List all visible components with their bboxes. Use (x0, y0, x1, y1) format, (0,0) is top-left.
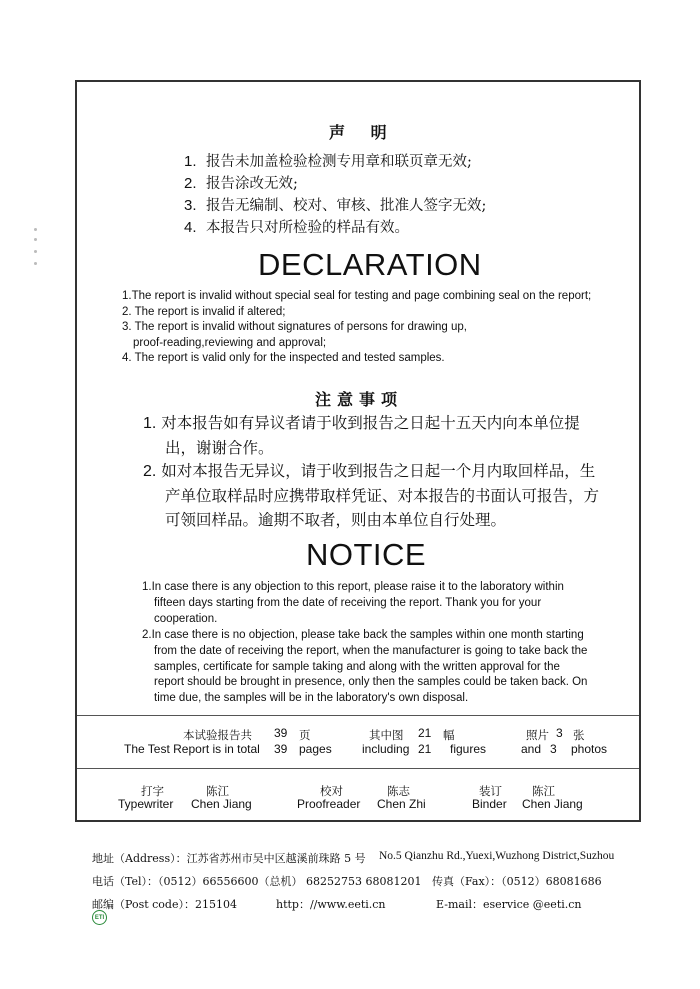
page-count: 39 (274, 726, 288, 740)
declaration-cn-list (184, 151, 486, 239)
proofreader-name-cn: 陈志 (387, 784, 410, 798)
declaration-en-line: 1.The report is invalid without special seal for testing and page combining seal on the report; (122, 290, 592, 302)
document-frame: 声 明 1. 报告未加盖检验检测专用章和联页章无效; 2. 报告涂改无效; 3. 报告无编制、校对、审核、批准人签字无效; 4. 本报告只对所检验的样品有效。 DECLARATION 1.The report is invalid without special seal for testing and page combining seal on the report; 2. The report is invalid if altered; 3. The report is invalid without signatures of persons for drawing up, proof-reading,reviewing and approval; 4. The report is valid only for the inspected and tested samples. 注意事项 1. 对本报告如有异议者请于收到报告之日起十五天内向本单位提 出，谢谢合作。 2. 如对本报告无异议，请于收到报告之日起一个月内取回样品，生 产单位取样品时应携带取样凭证、对本报告的书面认可报告，方 可领回样品。逾期不取者，则由本单位自行处理。 NOTICE 1.In case there is any objection to this report, please raise it to the laboratory within fifteen days starting from the date of receiving the report. Thank you for your cooperation. 2.In case there is no objection, please take back the samples within one month starting from the date of receiving the report, when the manufacturer is going to take back the samples, certificate for sample taking and along with the written approval for the report should be brought in presence, only then the samples could be taken back. On time due, the samples will be in the laboratory's own disposal. 本试验报告共 39 页 其中图 21 幅 照片 3 张 The Test Report is in total 39 pages including 21 figures and 3 photos 打字 陈江 Typewriter Chen Jiang 校对 陈志 Proofreader Chen Zhi 装订 陈江 Binder Chen Jiang (75, 80, 641, 822)
website-link[interactable]: http：//www.eeti.cn (276, 898, 386, 911)
declaration-en-line: 4. The report is valid only for the inspected and tested samples. (122, 352, 445, 364)
declaration-cn-item: 4. 本报告只对所检验的样品有效。 (184, 219, 409, 236)
divider (77, 768, 639, 769)
typewriter-name-en: Chen Jiang (191, 797, 252, 811)
notice-en-item-2: 2.In case there is no objection, please take back the samples within one month starting from the date of receiving the report, when the manufacturer is going to take back the samples, certificate for sample taking and along with the written approval for the report should be brought in presence, only then the samples could be taken back. On time due, the samples will be in the laboratory's own disposal. (142, 629, 588, 705)
declaration-en-line: proof-reading,reviewing and approval; (133, 336, 327, 349)
binder-name-cn: 陈江 (532, 784, 555, 798)
notice-cn-title: 注意事项 (315, 390, 404, 409)
declaration-cn-title: 声 明 (329, 123, 397, 142)
eti-logo: ETI (92, 910, 107, 925)
declaration-en-list (122, 289, 591, 367)
email-link[interactable]: E-mail：eservice @eeti.cn (436, 898, 582, 911)
declaration-cn-item: 1. 报告未加盖检验检测专用章和联页章无效; (184, 153, 472, 170)
declaration-en-line: 3. The report is invalid without signatures of persons for drawing up, (122, 321, 467, 333)
declaration-cn-item: 3. 报告无编制、校对、审核、批准人签字无效; (184, 197, 487, 214)
divider (77, 715, 639, 716)
binder-name-en: Chen Jiang (522, 797, 583, 811)
notice-en-item-1: 1.In case there is any objection to this report, please raise it to the laboratory within fifteen days starting from the date of receiving the report. Thank you for your cooperation. (142, 581, 564, 625)
typewriter-name-cn: 陈江 (206, 784, 229, 798)
fax-text: 传真（Fax）：（0512）68081686 (432, 875, 602, 888)
declaration-cn-item: 2. 报告涂改无效; (184, 175, 298, 192)
phone-text: 电话（Tel）：（0512）66556600（总机） 68252753 68081201 (92, 875, 422, 888)
figure-count: 21 (418, 726, 432, 740)
declaration-en-line: 2. The report is invalid if altered; (122, 305, 286, 318)
declaration-en-title: DECLARATION (258, 247, 482, 282)
notice-cn-item-2: 2. 如对本报告无异议，请于收到报告之日起一个月内取回样品，生 产单位取样品时应携带取样凭证、对本报告的书面认可报告，方 可领回样品。逾期不取者，则由本单位自行处理。 (143, 462, 600, 529)
notice-en-title: NOTICE (306, 537, 427, 572)
proofreader-name-en: Chen Zhi (377, 797, 426, 811)
postcode-text: 邮编（Post code）：215104 (92, 898, 237, 911)
photo-count: 3 (556, 726, 563, 740)
notice-cn-item-1: 1. 对本报告如有异议者请于收到报告之日起十五天内向本单位提 出，谢谢合作。 (143, 414, 580, 457)
